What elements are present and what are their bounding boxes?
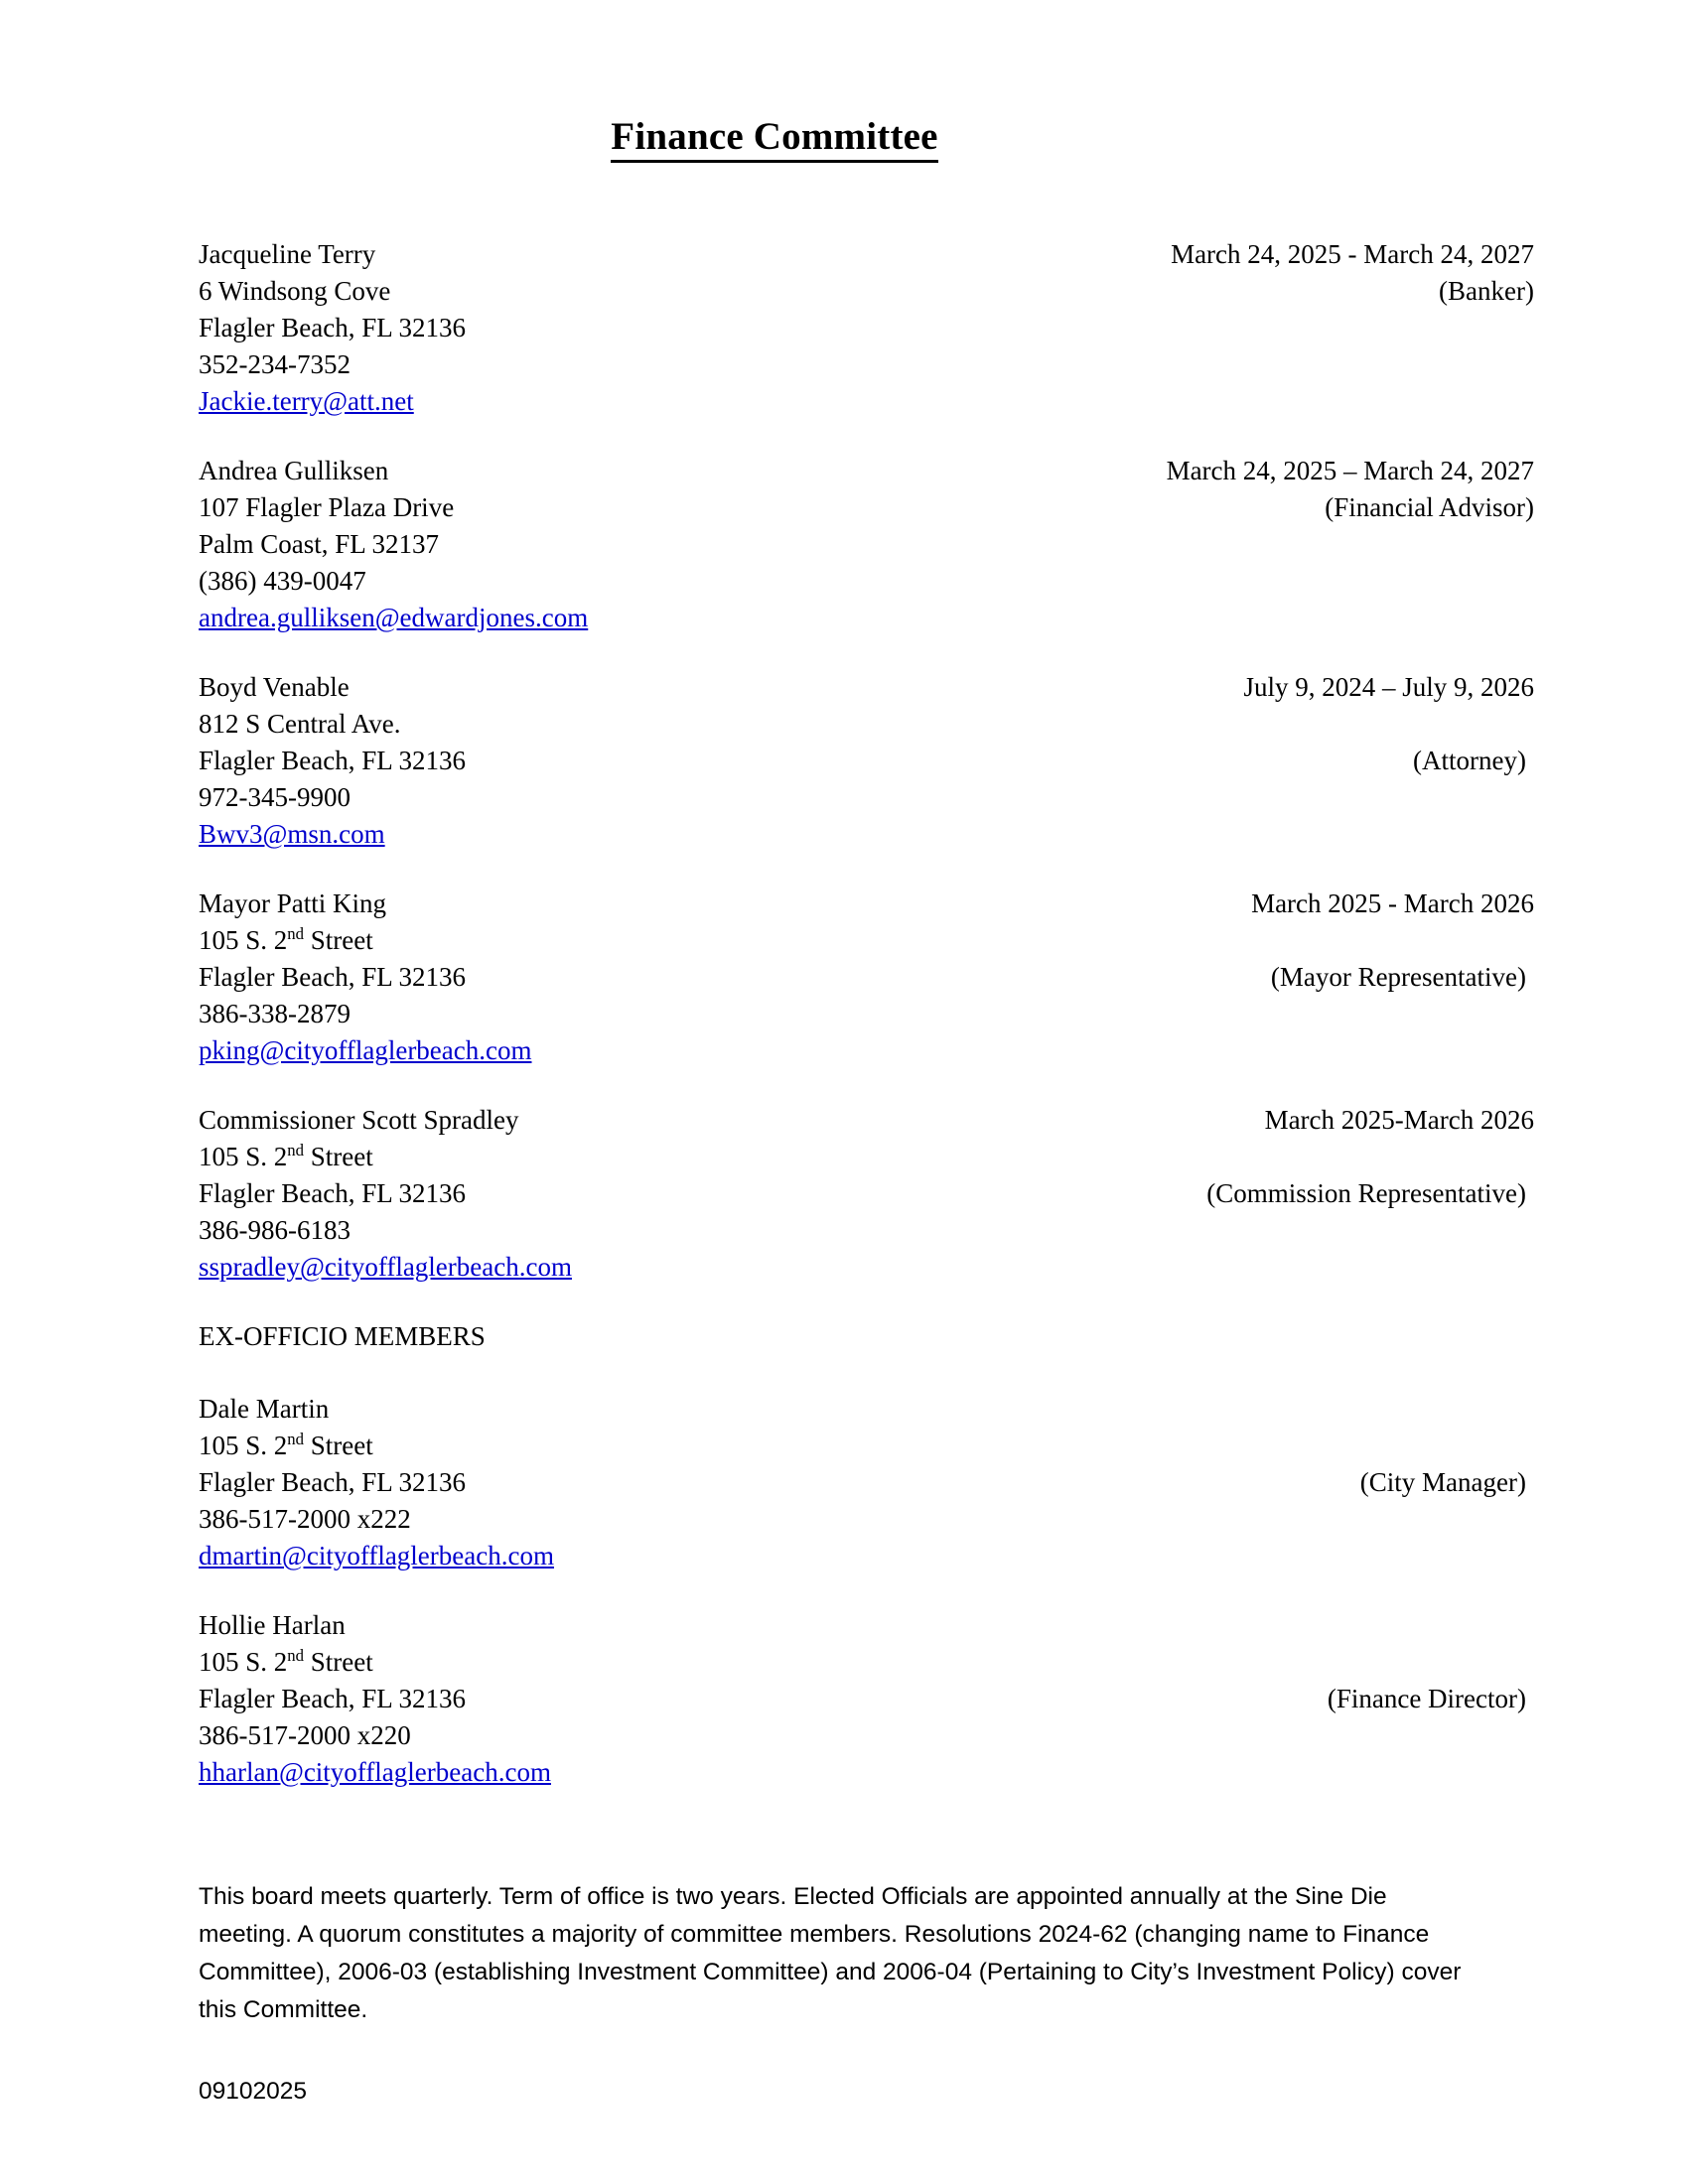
entry-line	[199, 1139, 1534, 1175]
entry-line	[199, 1607, 1534, 1644]
member-city-state-zip: Flagler Beach, FL 32136	[199, 1684, 466, 1714]
member-entry	[199, 669, 1534, 853]
entry-line	[199, 959, 1534, 996]
member-address: 812 S Central Ave.	[199, 709, 401, 740]
member-email[interactable]: pking@cityofflaglerbeach.com	[199, 1035, 532, 1066]
ex-officio-heading: EX-OFFICIO MEMBERS	[199, 1321, 486, 1352]
entry-line	[199, 779, 1534, 816]
entry-line	[199, 489, 1534, 526]
member-phone: 386-986-6183	[199, 1215, 351, 1246]
member-email[interactable]: sspradley@cityofflaglerbeach.com	[199, 1252, 572, 1283]
entry-line	[199, 1501, 1534, 1538]
member-phone: 386-517-2000 x220	[199, 1720, 411, 1751]
member-term: July 9, 2024 – July 9, 2026	[1243, 672, 1534, 703]
member-entry	[199, 1607, 1534, 1791]
entry-line	[199, 922, 1534, 959]
member-entry	[199, 453, 1534, 636]
member-email[interactable]: Bwv3@msn.com	[199, 819, 385, 850]
member-name: Mayor Patti King	[199, 888, 386, 919]
member-email[interactable]: hharlan@cityofflaglerbeach.com	[199, 1757, 551, 1788]
member-name: Hollie Harlan	[199, 1610, 346, 1641]
member-phone: 386-338-2879	[199, 999, 351, 1029]
entry-line	[199, 706, 1534, 743]
member-address: 105 S. 2nd Street	[199, 1141, 373, 1172]
entry-line	[199, 310, 1534, 346]
entry-line	[199, 1717, 1534, 1754]
entry-line	[199, 453, 1534, 489]
member-email[interactable]: Jackie.terry@att.net	[199, 386, 414, 417]
entry-line	[199, 1644, 1534, 1681]
ordinal-suffix: nd	[287, 924, 305, 944]
member-phone: (386) 439-0047	[199, 566, 366, 597]
member-email[interactable]: dmartin@cityofflaglerbeach.com	[199, 1541, 554, 1571]
entry-line	[199, 743, 1534, 779]
entry-line	[199, 1249, 1534, 1286]
member-entry	[199, 236, 1534, 420]
member-email[interactable]: andrea.gulliksen@edwardjones.com	[199, 603, 589, 633]
member-name: Andrea Gulliksen	[199, 456, 389, 486]
ordinal-suffix: nd	[287, 1430, 305, 1449]
member-address: 107 Flagler Plaza Drive	[199, 492, 455, 523]
member-address: 6 Windsong Cove	[199, 276, 391, 307]
member-term: March 2025 - March 2026	[1251, 888, 1534, 919]
entry-line	[199, 996, 1534, 1032]
member-role: (Finance Director)	[1327, 1684, 1526, 1714]
member-role: (Banker)	[1439, 276, 1534, 307]
entry-line	[199, 1464, 1534, 1501]
page-title: Finance Committee	[611, 117, 937, 163]
entry-line	[199, 1102, 1534, 1139]
member-address: 105 S. 2nd Street	[199, 924, 373, 956]
member-term: March 2025-March 2026	[1264, 1105, 1534, 1136]
member-address: 105 S. 2nd Street	[199, 1646, 373, 1678]
member-role: (Mayor Representative)	[1270, 962, 1526, 993]
entry-line	[199, 1032, 1534, 1069]
member-name: Dale Martin	[199, 1394, 330, 1425]
entry-line	[199, 1428, 1534, 1464]
entry-line	[199, 236, 1534, 273]
entry-line	[199, 669, 1534, 706]
member-role: (Financial Advisor)	[1325, 492, 1534, 523]
member-city-state-zip: Palm Coast, FL 32137	[199, 529, 440, 560]
page-title-container	[0, 0, 1688, 189]
member-term: March 24, 2025 – March 24, 2027	[1166, 456, 1534, 486]
member-entry	[199, 1391, 1534, 1574]
member-city-state-zip: Flagler Beach, FL 32136	[199, 1178, 466, 1209]
member-name: Jacqueline Terry	[199, 239, 376, 270]
entry-line	[199, 1754, 1534, 1791]
member-phone: 352-234-7352	[199, 349, 351, 380]
member-name: Commissioner Scott Spradley	[199, 1105, 519, 1136]
entry-line	[199, 816, 1534, 853]
member-entry	[199, 886, 1534, 1069]
ordinal-suffix: nd	[287, 1646, 305, 1666]
entry-line	[199, 886, 1534, 922]
entry-line	[199, 600, 1534, 636]
member-term: March 24, 2025 - March 24, 2027	[1171, 239, 1534, 270]
member-city-state-zip: Flagler Beach, FL 32136	[199, 746, 466, 776]
entry-line	[199, 1681, 1534, 1717]
entry-line	[199, 346, 1534, 383]
member-address: 105 S. 2nd Street	[199, 1430, 373, 1461]
entry-line	[199, 526, 1534, 563]
members-list	[199, 236, 1534, 1286]
entry-line	[199, 1212, 1534, 1249]
member-phone: 972-345-9900	[199, 782, 351, 813]
entry-line	[199, 383, 1534, 420]
member-role: (City Manager)	[1359, 1467, 1526, 1498]
date-stamp: 09102025	[199, 2078, 308, 2106]
ordinal-suffix: nd	[287, 1141, 305, 1160]
member-city-state-zip: Flagler Beach, FL 32136	[199, 313, 466, 343]
ex-officio-list	[199, 1391, 1534, 1791]
member-phone: 386-517-2000 x222	[199, 1504, 411, 1535]
member-name: Boyd Venable	[199, 672, 350, 703]
member-city-state-zip: Flagler Beach, FL 32136	[199, 962, 466, 993]
member-entry	[199, 1102, 1534, 1286]
member-role: (Commission Representative)	[1206, 1178, 1526, 1209]
footer-note: This board meets quarterly. Term of office is two years. Elected Officials are appointed annually at the Sine Die meeting. A quorum constitutes a majority of committee members. Resolutions 2024-62 (changing name to Finance Committee), 2006-03 (establishing Investment Committee) and 2006-04 (Pertaining to City’s Investment Policy) cover this Committee.	[199, 1883, 1462, 2024]
entry-line	[199, 563, 1534, 600]
document-body	[199, 236, 1534, 2109]
entry-line	[199, 1538, 1534, 1574]
entry-line	[199, 1391, 1534, 1428]
member-city-state-zip: Flagler Beach, FL 32136	[199, 1467, 466, 1498]
entry-line	[199, 273, 1534, 310]
entry-line	[199, 1175, 1534, 1212]
member-role: (Attorney)	[1413, 746, 1526, 776]
